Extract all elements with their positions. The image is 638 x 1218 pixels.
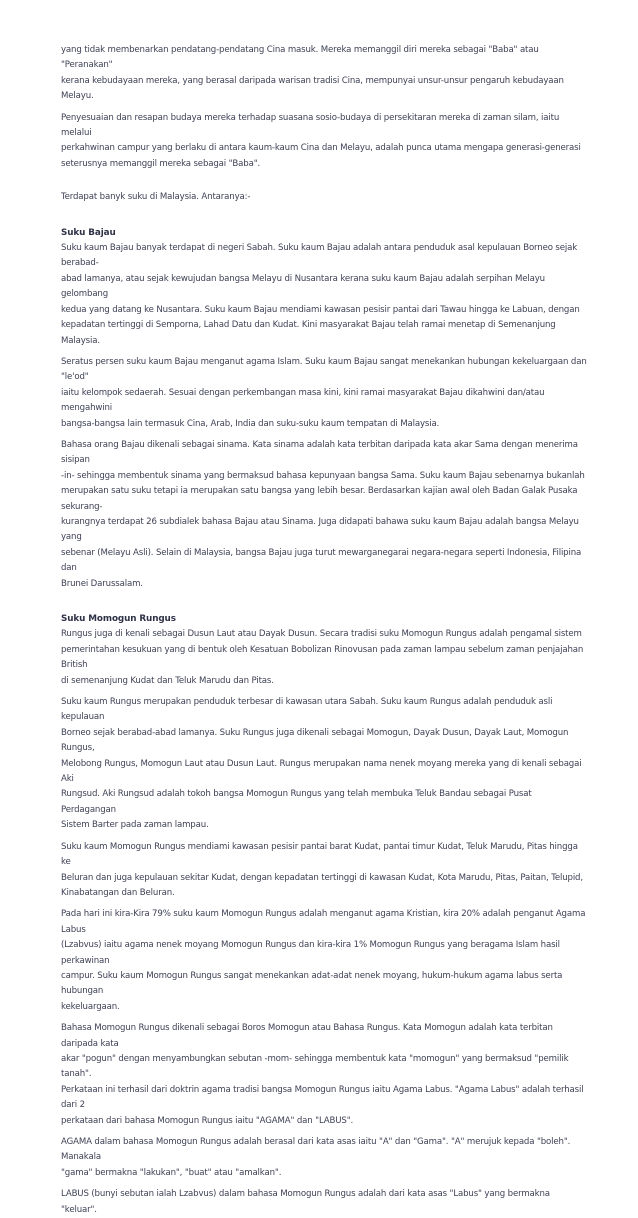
section-bajau: [61, 226, 588, 592]
spacer: [61, 178, 588, 190]
rungus-paragraph-3: Suku kaum Momogun Rungus mendiami kawasan pesisir pantai barat Kudat, pantai timur Kudat, Teluk Marudu, Pitas hingga ke Beluran dan juga kepulauan sekitar Kudat, dengan kepadatan tertinggi di kawasan Kudat, Kota Marudu, Pitas, Paitan, Telupid, Kinabatangan dan Beluran.: [61, 841, 583, 898]
rungus-paragraph-2: Suku kaum Rungus merupakan penduduk terbesar di kawasan utara Sabah. Suku kaum Rungus adalah penduduk asli kepulauan Borneo sejak berabad-abad lamanya. Suku Rungus juga dikenali sebagai Momogun, Dayak Dusun, Dayak Laut, Momogun Rungus, Melobong Rungus, Momogun Laut atau Dusun Laut. Rungus merupakan nama nenek moyang mereka yang di kenali sebagai Aki Rungsud. Aki Rungsud adalah tokoh bangsa Momogun Rungus yang telah membuka Teluk Bandau sebagai Pusat Perdagangan Sistem Barter pada zaman lampau.: [61, 697, 582, 831]
intro-paragraph-2: Penyesuaian dan resapan budaya mereka terhadap suasana sosio-budaya di persekitaran mereka di zaman silam, iaitu melalui perkahwinan campur yang berlaku di antara kaum-kaum Cina dan Melayu, adalah punca utama mengapa generasi-generasi seterusnya memanggil mereka sebagai "Baba".: [61, 112, 581, 169]
spacer: [61, 212, 588, 226]
section-momogun-rungus: [61, 612, 588, 1218]
rungus-paragraph-7: LABUS (bunyi sebutan ialah Lzabvus) dalam bahasa Momogun Rungus adalah dari kata asas "Labus" yang bermakna "keluar".: [61, 1189, 550, 1215]
rungus-paragraph-1: Rungus juga di kenali sebagai Dusun Laut atau Dayak Dusun. Secara tradisi suku Momogun Rungus adalah pengamal sistem pemerintahan kesukuan yang di bentuk oleh Kesatuan Bobolizan Rinovusan pada zaman lampau sebelum zaman penjajahan British di semenanjung Kudat dan Teluk Marudu dan Pitas.: [61, 629, 584, 686]
spacer: [61, 598, 588, 612]
rungus-paragraph-5: Bahasa Momogun Rungus dikenali sebagai Boros Momogun atau Bahasa Rungus. Kata Momogun adalah kata terbitan daripada kata akar "pogun" dengan menyambungkan sebutan -mom- sehingga membentuk kata "momogun" yang bermaksud "pemilik tanah". Perkataan ini terhasil dari doktrin agama tradisi bangsa Momogun Rungus iaitu Agama Labus. "Agama Labus" adalah terhasil dari 2 perkataan dari bahasa Momogun Rungus iaitu "AGAMA" dan "LABUS".: [61, 1023, 584, 1126]
bajau-paragraph-2: Seratus persen suku kaum Bajau menganut agama Islam. Suku kaum Bajau sangat menekankan hubungan kekeluargaan dan "le'od" iaitu kelompok sedaerah. Sesuai dengan perkembangan masa kini, kini ramai masyarakat Bajau dikahwini dan/atau mengahwini bangsa-bangsa lain termasuk Cina, Arab, India dan suku-suku kaum tempatan di Malaysia.: [61, 356, 587, 429]
rungus-paragraph-4: Pada hari ini kira-Kira 79% suku kaum Momogun Rungus adalah menganut agama Kristian, kira 20% adalah penganut Agama Labus (Lzabvus) iaitu agama nenek moyang Momogun Rungus dan kira-kira 1% Momogun Rungus yang beragama Islam hasil perkawinan campur. Suku kaum Momogun Rungus sangat menekankan adat-adat nenek moyang, hukum-hukum agama labus serta hubungan kekeluargaan.: [61, 909, 586, 1012]
section-heading-rungus: Suku Momogun Rungus: [61, 614, 176, 624]
bajau-paragraph-1: Suku kaum Bajau banyak terdapat di negeri Sabah. Suku kaum Bajau adalah antara penduduk asal kepulauan Borneo sejak berabad- abad lamanya, atau sejak kewujudan bangsa Melayu di Nusantara kerana suku kaum Bajau adalah serpihan Melayu gelombang kedua yang datang ke Nusantara. Suku kaum Bajau mendiami kawasan pesisir pantai dari Tawau hingga ke Labuan, dengan kepadatan tertinggi di Semporna, Lahad Datu dan Kudat. Kini masyarakat Bajau telah ramai menetap di Semenanjung Malaysia.: [61, 243, 580, 346]
rungus-paragraph-6: AGAMA dalam bahasa Momogun Rungus adalah berasal dari kata asas iaitu "A" dan "Gama". "A" merujuk kepada "boleh". Manakala "gama" bermakna "lakukan", "buat" atau "amalkan".: [61, 1137, 571, 1178]
intro-paragraph-3: Terdapat banyk suku di Malaysia. Antaranya:-: [61, 192, 251, 203]
bajau-paragraph-3: Bahasa orang Bajau dikenali sebagai sinama. Kata sinama adalah kata terbitan daripada kata akar Sama dengan menerima sisipan -in- sehingga membentuk sinama yang bermaksud bahasa kepunyaan bangsa Sama. Suku kaum Bajau sebenarnya bukanlah merupakan satu suku tetapi ia merupakan satu bangsa yang lebih besar. Berdasarkan kajian awal oleh Badan Galak Pusaka sekurang- kurangnya terdapat 26 subdialek bahasa Bajau atau Sinama. Juga didapati bahawa suku kaum Bajau adalah bangsa Melayu yang sebenar (Melayu Asli). Selain di Malaysia, bangsa Bajau juga turut mewarganegarai negara-negara seperti Indonesia, Filipina dan Brunei Darussalam.: [61, 439, 585, 589]
intro-paragraph-1: yang tidak membenarkan pendatang-pendatang Cina masuk. Mereka memanggil diri mereka sebagai "Baba" atau "Peranakan" kerana kebudayaan mereka, yang berasal daripada warisan tradisi Cina, mempunyai unsur-unsur pengaruh kebudayaan Melayu.: [61, 45, 564, 102]
section-heading-bajau: Suku Bajau: [61, 227, 116, 238]
